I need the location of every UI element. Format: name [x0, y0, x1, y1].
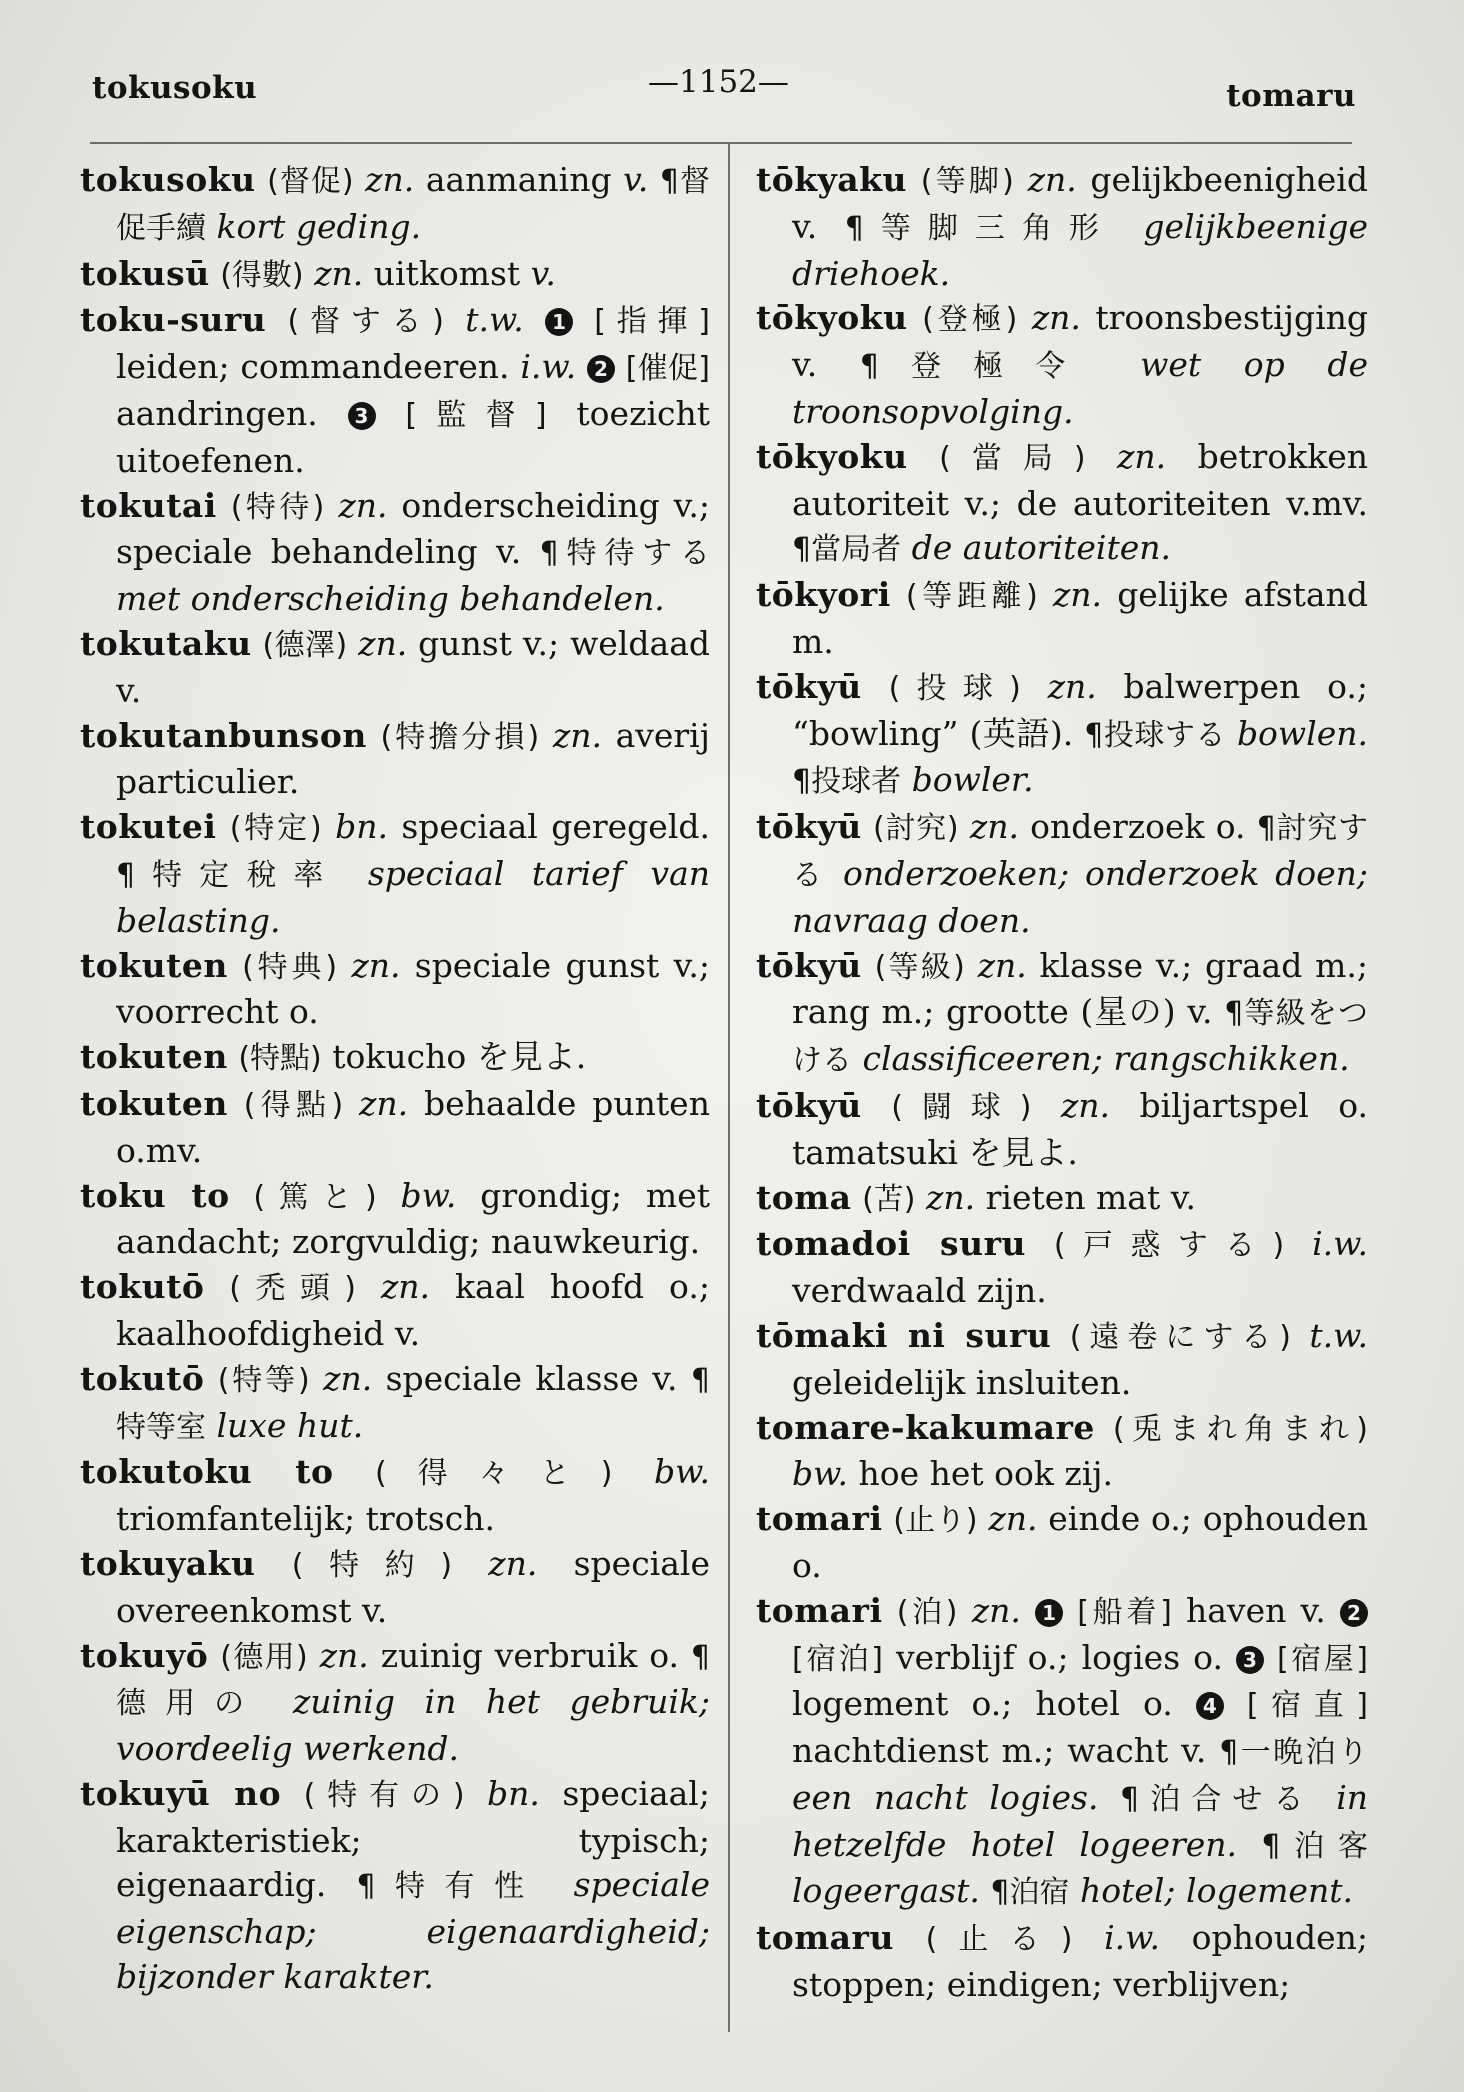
headword: tōkyū: [756, 945, 862, 985]
sense-tag: [監督]: [405, 397, 547, 433]
sense-tag: [指揮]: [594, 304, 710, 340]
definition: zuinig verbruik o.: [380, 1635, 679, 1675]
example-japanese: ¶特有性: [356, 1869, 544, 1905]
dictionary-entry: [80, 1634, 710, 1772]
example-translation: de autoriteiten.: [911, 528, 1172, 568]
example-japanese: ¶投球者: [792, 764, 902, 800]
grammar-label: zn.: [319, 1635, 369, 1675]
page-number: —1152—: [648, 64, 789, 100]
kanji-form: (督促): [267, 164, 354, 199]
definition: tokucho を見よ.: [332, 1037, 587, 1077]
headword: tomari: [756, 1499, 883, 1539]
example-japanese: ¶泊客: [1261, 1828, 1368, 1864]
dictionary-entry: [756, 1916, 1368, 2008]
definition: geleidelijk insluiten.: [792, 1362, 1132, 1402]
definition: speciaal geregeld.: [401, 807, 710, 847]
headword: tōkyū: [756, 666, 862, 706]
headword: tomadoi suru: [756, 1224, 1026, 1264]
kanji-form: (特待): [230, 489, 325, 525]
definition: gelijkbeenigheid v.: [792, 160, 1368, 246]
definition: rieten mat v.: [985, 1177, 1196, 1217]
grammar-label: v.: [623, 160, 649, 199]
grammar-label: bn.: [487, 1773, 540, 1813]
definition: behaalde punten o.mv.: [116, 1083, 710, 1170]
example-translation: gelijkbeenige driehoek.: [792, 206, 1368, 293]
kanji-form: (特等): [217, 1362, 310, 1398]
headword: toku-suru: [80, 300, 267, 340]
grammar-label: bw.: [400, 1175, 457, 1215]
example-translation: onderzoeken; onderzoek doen; navraag doen.: [792, 853, 1368, 940]
example-japanese: ¶特待する: [539, 536, 710, 572]
kanji-form: (特有の): [303, 1777, 465, 1813]
grammar-label: i.w.: [1104, 1918, 1160, 1958]
dictionary-entry: [756, 1084, 1368, 1176]
definition: troonsbestijging v.: [792, 298, 1368, 385]
headword: toma: [756, 1177, 852, 1217]
definition: uitkomst: [373, 253, 521, 293]
definition: gunst v.; weldaad v.: [116, 623, 710, 710]
example-translation: speciale eigenschap; eigenaardigheid; bijzonder karakter.: [116, 1865, 710, 1997]
definition: kaal hoofd o.; kaalhoofdigheid v.: [116, 1267, 710, 1353]
grammar-label: bw.: [792, 1454, 848, 1494]
definition: aanmaning: [425, 160, 612, 199]
grammar-label: zn.: [488, 1543, 538, 1583]
kanji-form: (等級): [874, 949, 965, 985]
grammar-label: zn.: [359, 1083, 409, 1123]
grammar-label: zn.: [925, 1177, 976, 1217]
sense-number-icon: 3: [1236, 1646, 1264, 1674]
example-japanese: ¶投球する: [1084, 717, 1226, 753]
grammar-label: zn.: [969, 807, 1019, 847]
definition: verblijf o.; logies o.: [896, 1637, 1223, 1677]
grammar-label: zn.: [351, 945, 401, 985]
headword: tomare-kakumare: [756, 1407, 1095, 1447]
sense-tag: [船着]: [1077, 1594, 1172, 1630]
example-japanese: ¶當局者: [792, 532, 902, 568]
dictionary-entry: [80, 944, 710, 1036]
grammar-label: zn.: [988, 1499, 1038, 1539]
headword: tokutō: [80, 1358, 205, 1398]
grammar-label: zn.: [314, 253, 364, 293]
kanji-form: (苫): [862, 1181, 916, 1217]
definition: onderscheiding v.; speciale behandeling v.: [116, 485, 710, 572]
headword: tokutei: [80, 807, 217, 847]
dictionary-entry: [80, 714, 710, 806]
left-column: [80, 158, 710, 2000]
grammar-label: zn.: [1047, 666, 1097, 706]
dictionary-entry: [756, 805, 1368, 943]
definition: gelijke afstand m.: [792, 575, 1368, 661]
kanji-form: (特點): [238, 1041, 322, 1077]
sense-number-icon: 2: [1340, 1599, 1368, 1627]
headword: tokuten: [80, 1037, 228, 1077]
dictionary-entry: [80, 1450, 710, 1542]
dictionary-entry: [756, 1497, 1368, 1589]
kanji-form: (篤と): [253, 1179, 377, 1215]
sense-tag: [催促]: [625, 351, 710, 387]
dictionary-entry: [756, 158, 1368, 296]
dictionary-entry: [80, 1357, 710, 1451]
dictionary-entry: [80, 1035, 710, 1082]
definition: haven v.: [1186, 1590, 1326, 1630]
sense-number-icon: 2: [587, 355, 615, 383]
kanji-form: (得點): [243, 1087, 344, 1123]
grammar-label: bw.: [654, 1452, 710, 1492]
headword: tomari: [756, 1590, 883, 1630]
kanji-form: (當局): [939, 440, 1086, 476]
definition: grondig; met aandacht; zorgvuldig; nauwkeurig.: [116, 1175, 710, 1262]
definition: betrokken autoriteit v.; de autoriteiten v.mv.: [792, 436, 1368, 523]
example-japanese: ¶一晩泊り: [1219, 1735, 1368, 1771]
headword: tokuyō: [80, 1635, 209, 1675]
kanji-form: (兎まれ角まれ): [1112, 1411, 1368, 1447]
kanji-form: (等脚): [920, 164, 1014, 199]
headword: tokuyū no: [80, 1773, 282, 1813]
headword: tokutoku to: [80, 1452, 334, 1492]
example-translation: een nacht logies.: [792, 1777, 1099, 1817]
kanji-form: (德用): [220, 1639, 308, 1675]
dictionary-entry: [80, 622, 710, 714]
definition: einde o.; ophouden o.: [792, 1499, 1368, 1585]
example-translation: zuinig in het gebruik; voordeelig werkend.: [116, 1682, 710, 1769]
grammar-label: zn.: [365, 160, 415, 199]
kanji-form: (禿頭): [229, 1271, 356, 1307]
example-japanese: ¶泊合せる: [1120, 1781, 1315, 1817]
definition: onderzoek o.: [1030, 807, 1246, 847]
grammar-label: v.: [530, 253, 556, 293]
grammar-label: zn.: [1031, 298, 1081, 338]
dictionary-entry: [756, 296, 1368, 434]
sense-tag: [宿直]: [1246, 1688, 1368, 1724]
kanji-form: (止り): [893, 1503, 978, 1539]
kanji-form: (戸惑する): [1053, 1228, 1285, 1264]
headword: tokusoku: [80, 160, 256, 199]
example-translation: bowler.: [911, 760, 1034, 800]
headword: tōkyoku: [756, 436, 908, 476]
grammar-label: i.w.: [1312, 1224, 1368, 1264]
kanji-form: (登極): [922, 302, 1018, 338]
sense-number-icon: 4: [1196, 1692, 1224, 1720]
dictionary-entry: [80, 805, 710, 943]
example-translation: kort geding.: [216, 206, 422, 246]
definition: klasse v.; graad m.; rang m.; grootte (星の) v.: [792, 945, 1368, 1032]
dictionary-entry: [756, 435, 1368, 573]
right-column: [756, 158, 1368, 2008]
definition: verdwaald zijn.: [792, 1271, 1047, 1311]
grammar-label: t.w.: [1309, 1315, 1368, 1355]
example-japanese: ¶登極令: [859, 349, 1098, 385]
dictionary-entry: [80, 298, 710, 483]
example-translation: hotel; logement.: [1079, 1871, 1353, 1911]
kanji-form: (特約): [291, 1547, 453, 1583]
dictionary-entry: [80, 158, 710, 252]
kanji-form: (止る): [925, 1922, 1073, 1958]
example-translation: wet op de troonsopvolging.: [792, 345, 1368, 431]
column-divider: [728, 142, 730, 2032]
grammar-label: i.w.: [520, 347, 577, 387]
headword: tōmaki ni suru: [756, 1315, 1052, 1355]
kanji-form: (得數): [220, 257, 304, 293]
headword: tōkyori: [756, 575, 891, 615]
definition: speciale klasse v.: [385, 1358, 678, 1398]
definition: hoe het ook zij.: [858, 1454, 1114, 1494]
example-japanese: ¶泊宿: [990, 1875, 1070, 1911]
dictionary-entry: [756, 665, 1368, 805]
example-translation: in hetzelfde hotel logeeren.: [792, 1777, 1368, 1864]
definition: ophouden; stoppen; eindigen; verblijven;: [792, 1918, 1368, 2005]
dictionary-entry: [756, 1589, 1368, 1917]
example-japanese: ¶德用の: [116, 1639, 710, 1722]
example-japanese: ¶特定稅率: [116, 857, 341, 893]
definition: aandringen.: [116, 393, 318, 433]
grammar-label: zn.: [977, 945, 1027, 985]
kanji-form: (德澤): [262, 627, 348, 663]
headword: tōkyaku: [756, 160, 908, 199]
headword: toku to: [80, 1175, 230, 1215]
grammar-label: zn.: [380, 1267, 431, 1307]
headword: tōkyū: [756, 807, 862, 847]
example-translation: speciaal tarief van belasting.: [116, 853, 710, 940]
headword: tokusū: [80, 253, 210, 293]
definition: balwerpen o.; “bowling” (英語).: [792, 666, 1369, 753]
grammar-label: zn.: [552, 715, 602, 755]
kanji-form: (泊): [896, 1594, 958, 1630]
grammar-label: zn.: [323, 1358, 373, 1398]
grammar-label: zn.: [1027, 160, 1077, 199]
headword: tokuten: [80, 1083, 228, 1123]
dictionary-entry: [80, 484, 710, 622]
definition: logement o.; hotel o.: [792, 1684, 1173, 1724]
dictionary-entry: [756, 944, 1368, 1084]
headword: tokutaku: [80, 623, 252, 663]
headword: tokutai: [80, 485, 217, 525]
sense-tag: [宿泊]: [792, 1641, 883, 1677]
definition: averij particulier.: [116, 715, 710, 802]
example-translation: logeergast.: [792, 1871, 980, 1911]
example-japanese: ¶等級をつける: [792, 996, 1368, 1079]
dictionary-entry: [756, 573, 1368, 665]
headword: tokutanbunson: [80, 715, 367, 755]
kanji-form: (討究): [873, 811, 959, 847]
dictionary-entry: [756, 1222, 1368, 1314]
sense-number-icon: 3: [348, 402, 376, 430]
grammar-label: zn.: [971, 1590, 1021, 1630]
headword: tokutō: [80, 1267, 205, 1307]
definition: leiden; commandeeren.: [116, 347, 510, 387]
running-head: [88, 62, 1356, 122]
kanji-form: (闘球): [891, 1089, 1032, 1125]
left-guide-word: tokusoku: [92, 70, 258, 106]
example-japanese: ¶討究する: [792, 811, 1368, 893]
dictionary-entry: [756, 1406, 1368, 1498]
dictionary-entry: [80, 1772, 710, 2000]
grammar-label: zn.: [338, 485, 388, 525]
kanji-form: (遠卷にする): [1069, 1319, 1291, 1355]
dictionary-entry: [80, 1265, 710, 1357]
definition: triomfantelijk; trotsch.: [116, 1499, 495, 1539]
example-translation: classificeeren; rangschikken.: [862, 1039, 1350, 1079]
sense-number-icon: 1: [1035, 1599, 1063, 1627]
grammar-label: t.w.: [465, 300, 524, 340]
dictionary-entry: [80, 1542, 710, 1634]
example-japanese: ¶等脚三角形: [844, 210, 1116, 246]
grammar-label: zn.: [1117, 436, 1167, 476]
headword: tomaru: [756, 1918, 894, 1958]
headword: tōkyū: [756, 1085, 862, 1125]
example-japanese: ¶特等室: [116, 1362, 710, 1445]
sense-number-icon: 1: [545, 308, 573, 336]
kanji-form: (投球): [888, 670, 1021, 706]
sense-tag: [宿屋]: [1277, 1641, 1369, 1677]
grammar-label: bn.: [335, 807, 388, 847]
kanji-form: (特典): [242, 949, 338, 985]
grammar-label: zn.: [1060, 1085, 1111, 1125]
example-translation: met onderscheiding behandelen.: [116, 579, 665, 619]
definition: speciale gunst v.; voorrecht o.: [116, 945, 710, 1032]
kanji-form: (特定): [229, 811, 322, 847]
headword: tokuyaku: [80, 1543, 256, 1583]
example-translation: bowlen.: [1236, 713, 1369, 753]
definition: biljartspel o. tamatsuki を見よ.: [792, 1085, 1368, 1172]
grammar-label: zn.: [358, 623, 408, 663]
kanji-form: (等距離): [905, 579, 1038, 615]
headword: tōkyoku: [756, 298, 908, 338]
dictionary-entry: [80, 1174, 710, 1266]
dictionary-entry: [756, 1176, 1368, 1223]
right-guide-word: tomaru: [1226, 78, 1356, 114]
example-japanese: ¶督促手續: [116, 164, 710, 246]
header-divider: [90, 142, 1352, 144]
definition: speciale overeenkomst v.: [116, 1543, 710, 1630]
headword: tokuten: [80, 945, 228, 985]
dictionary-entry: [756, 1314, 1368, 1406]
definition: speciaal; karakteristiek; typisch; eigenaardig.: [116, 1773, 710, 1905]
example-translation: luxe hut.: [216, 1405, 364, 1445]
kanji-form: (特擔分損): [380, 719, 540, 755]
kanji-form: (得々と): [375, 1456, 613, 1492]
definition: nachtdienst m.; wacht v.: [792, 1731, 1207, 1771]
definition: toezicht uitoefenen.: [116, 393, 711, 480]
dictionary-entry: [80, 1082, 710, 1174]
grammar-label: zn.: [1052, 575, 1103, 615]
kanji-form: (督する): [287, 304, 444, 340]
dictionary-entry: [80, 252, 710, 299]
